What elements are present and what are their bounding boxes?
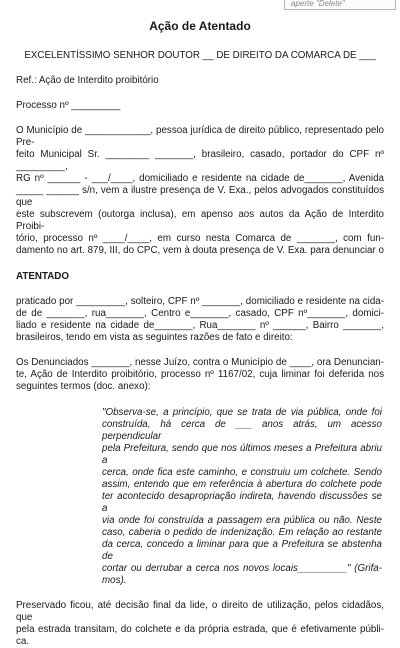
intro-paragraph xyxy=(16,125,384,257)
quoted-decision xyxy=(102,407,382,587)
paragraph-line: pela estrada transitam, do colchete e da própria estrada, que é efetivamente públi- xyxy=(16,624,384,635)
paragraph-line: brasileiros, tendo em vista as seguintes razões de fato e direito: xyxy=(16,332,293,343)
paragraph-line: ca. xyxy=(16,636,30,647)
document-title: Ação de Atentado xyxy=(149,19,251,33)
quote-line: via onde foi construída a passagem era pública ou não. Neste xyxy=(102,515,382,526)
paragraph-line: O Município de ____________, pessoa jurídica de direito público, representado pelo Pre- xyxy=(16,125,384,148)
paragraph-line: feito Municipal Sr. ________ _______, brasileiro, casado, portador do CPF nº _________, xyxy=(16,149,384,172)
quote-line: cortar ou derrubar a cerca nos novos locais_________" (Grifa- xyxy=(102,563,382,574)
paragraph-line: seguintes termos (doc. anexo): xyxy=(16,381,151,392)
quote-line: ter acontecido desapropriação indireta, havendo discussões se a xyxy=(102,491,382,514)
quote-line: assim, entendo que em referência à abertura do colchete pode xyxy=(102,479,382,490)
reference-line: Ref.: Ação de Interdito proibitório xyxy=(16,75,159,86)
paragraph-line: este subscrevem (outorga inclusa), em apenso aos autos da Ação de Interdito Proibi- xyxy=(16,209,384,232)
quote-line: pela Prefeitura, sendo que nos últimos meses a Prefeitura abriu a xyxy=(102,443,382,466)
section-heading: ATENTADO xyxy=(16,271,69,282)
paragraph-line: praticado por _________, solteiro, CPF nº _______, domiciliado e residente na cida- xyxy=(16,296,384,307)
delete-hint-text: aperte "Delete" xyxy=(291,0,345,8)
party-paragraph xyxy=(16,296,384,344)
quote-line: cerca, onde fica este caminho, e construiu um colchete. Sendo xyxy=(102,467,382,478)
document-page xyxy=(16,0,384,648)
quote-line: construída, há cerca de ___ anos atrás, um acesso perpendicular xyxy=(102,419,382,442)
denunciados-paragraph xyxy=(16,357,384,393)
paragraph-line: Os Denunciados _______, nesse Juízo, contra o Município de ____, ora Denuncian- xyxy=(16,357,384,368)
paragraph-line: liado e residente na cidade de_______, Rua_______ nº ______, Bairro _______, xyxy=(16,320,384,331)
quote-line: mos). xyxy=(102,575,127,586)
closing-paragraph xyxy=(16,600,384,648)
paragraph-line: de de _______, rua_______, Centro e_______, casado, CPF nº_______, domici- xyxy=(16,308,384,319)
salutation: EXCELENTÍSSIMO SENHOR DOUTOR __ DE DIREITO DA COMARCA DE ___ xyxy=(24,50,376,61)
paragraph-line: te, Ação de Interdito proibitório, processo nº 1167/02, cuja liminar foi deferida nos xyxy=(16,369,384,380)
quote-line: caso, caberia o pedido de indenização. Em relação ao restante xyxy=(102,527,382,538)
paragraph-line: damento no art. 879, III, do CPC, vem à douta presença de V. Exa. para denunciar o xyxy=(16,245,384,256)
process-number-line: Processo nº _________ xyxy=(16,100,121,111)
paragraph-line: tório, processo nº ____/____, em curso nesta Comarca de _______, com fun- xyxy=(16,233,384,244)
paragraph-line: RG nº ______ - ___/____, domiciliado e residente na cidade de_______, Avenida xyxy=(16,173,384,184)
quote-line: da cerca, concedo a liminar para que a Prefeitura se abstenha de xyxy=(102,539,382,562)
quote-line: "Observa-se, a princípio, que se trata de via pública, onde foi xyxy=(102,407,382,418)
paragraph-line: _____ ______ s/n, vem a ilustre presença de V. Exa., pelos advogados constituídos que xyxy=(16,185,384,208)
paragraph-line: Preservado ficou, até decisão final da lide, o direito de utilização, pelos cidadãos, que xyxy=(16,600,384,623)
